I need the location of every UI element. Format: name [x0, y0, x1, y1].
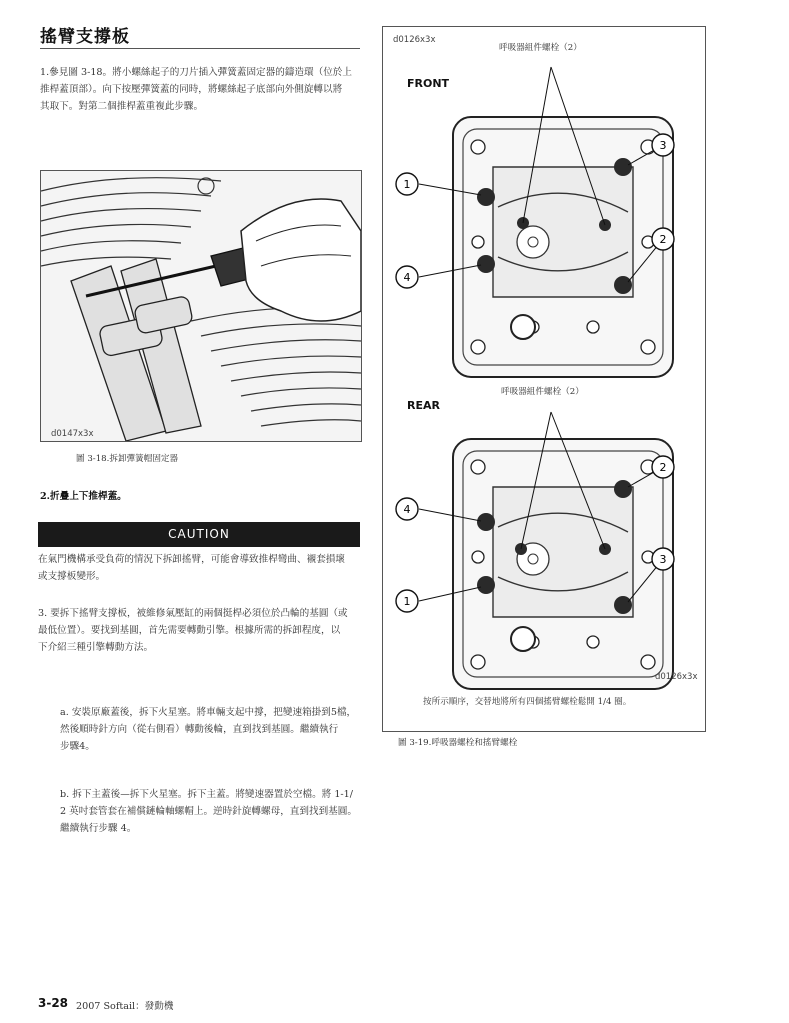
step-3-text — [38, 605, 368, 656]
caution-line: 或支撐板變形。 — [38, 571, 106, 582]
step-1-text — [40, 64, 370, 115]
figure-3-18-caption: 圖 3-18.拆卸彈簧帽固定器 — [76, 454, 179, 464]
step-3a-text — [60, 704, 370, 755]
front-callout-3: 3 — [659, 139, 667, 152]
step-2-text: 2.折疊上下推桿蓋。 — [40, 491, 127, 502]
loosen-sequence-note: 按所示順序，交替地將所有四個搖臂螺栓鬆開 1/4 圈。 — [423, 697, 632, 707]
step-3-line: 最低位置）。要找到基圓，首先需要轉動引擎。根據所需的拆卸程度，以 — [38, 625, 341, 636]
step-1-line: 其取下。對第二個推桿蓋重複此步驟。 — [40, 101, 204, 112]
step-3a-line: 然後順時針方向（從右側看）轉動後輪，直到找到基圓。繼續執行 — [60, 724, 339, 735]
rear-callout-4: 4 — [403, 503, 411, 516]
step-1-line: 1.參見圖 3-18。將小螺絲起子的刀片插入彈簧蓋固定器的鑄造環（位於上 — [40, 67, 352, 78]
front-rocker-assembly — [419, 67, 673, 377]
breather-bolts-label-rear: 呼吸器組件螺栓（2） — [501, 387, 584, 397]
step-3-line: 3. 要拆下搖臂支撐板，被維修氣壓缸的兩個挺桿必須位於凸輪的基圓（或 — [38, 608, 348, 619]
page-number: 3-28 — [38, 996, 69, 1010]
rear-rocker-assembly — [419, 412, 673, 689]
figure-3-18-photo — [40, 170, 362, 442]
rear-callout-3: 3 — [659, 553, 667, 566]
figure-3-18-id: d0147x3x — [51, 429, 94, 439]
title-divider — [40, 48, 360, 49]
step-3b-line: 2 英吋套管套在補償鏈輪軸螺帽上。逆時針旋轉螺母，直到找到基圓。 — [60, 806, 357, 817]
footer-text: 2007 Softail：發動機 — [76, 1001, 174, 1012]
front-label: FRONT — [407, 77, 450, 90]
caution-banner: CAUTION — [38, 522, 360, 547]
rocker-cover-bolt-diagram — [383, 27, 705, 731]
front-callout-2: 2 — [659, 233, 667, 246]
breather-bolts-label-front: 呼吸器組件螺栓（2） — [499, 43, 582, 53]
figure-3-19-id-top: d0126x3x — [393, 35, 436, 45]
rear-callout-2: 2 — [659, 461, 667, 474]
step-3a-line: a. 安裝原廠蓋後，拆下火星塞。將車輛支起中撐，把變速箱掛到5檔， — [60, 707, 357, 718]
section-title: 搖臂支撐板 — [40, 27, 130, 47]
front-callout-1: 1 — [403, 178, 411, 191]
step-3a-line: 步驟4。 — [60, 741, 95, 752]
spring-cap-removal-illustration — [41, 171, 361, 441]
figure-3-19-id-bottom: d0126x3x — [655, 672, 698, 682]
rear-label: REAR — [407, 399, 440, 412]
figure-3-19-caption: 圖 3-19.呼吸器螺栓和搖臂螺栓 — [398, 738, 518, 748]
step-3-line: 下介紹三種引擎轉動方法。 — [38, 642, 154, 653]
caution-line: 在氣門機構承受負荷的情況下拆卸搖臂，可能會導致推桿彎曲、襯套損壞 — [38, 554, 345, 565]
step-3b-line: b. 拆下主蓋後—拆下火星塞。拆下主蓋。將變速器置於空檔。將 1-1/ — [60, 789, 354, 800]
step-3b-text — [60, 786, 370, 837]
step-1-line: 推桿蓋頂部）。向下按壓彈簧蓋的同時，將螺絲起子底部向外側旋轉以將 — [40, 84, 343, 95]
front-callout-4: 4 — [403, 271, 411, 284]
step-3b-line: 繼續執行步驟 4。 — [60, 823, 137, 834]
rear-callout-1: 1 — [403, 595, 411, 608]
figure-3-19-diagram — [382, 26, 706, 732]
caution-text — [38, 551, 368, 585]
